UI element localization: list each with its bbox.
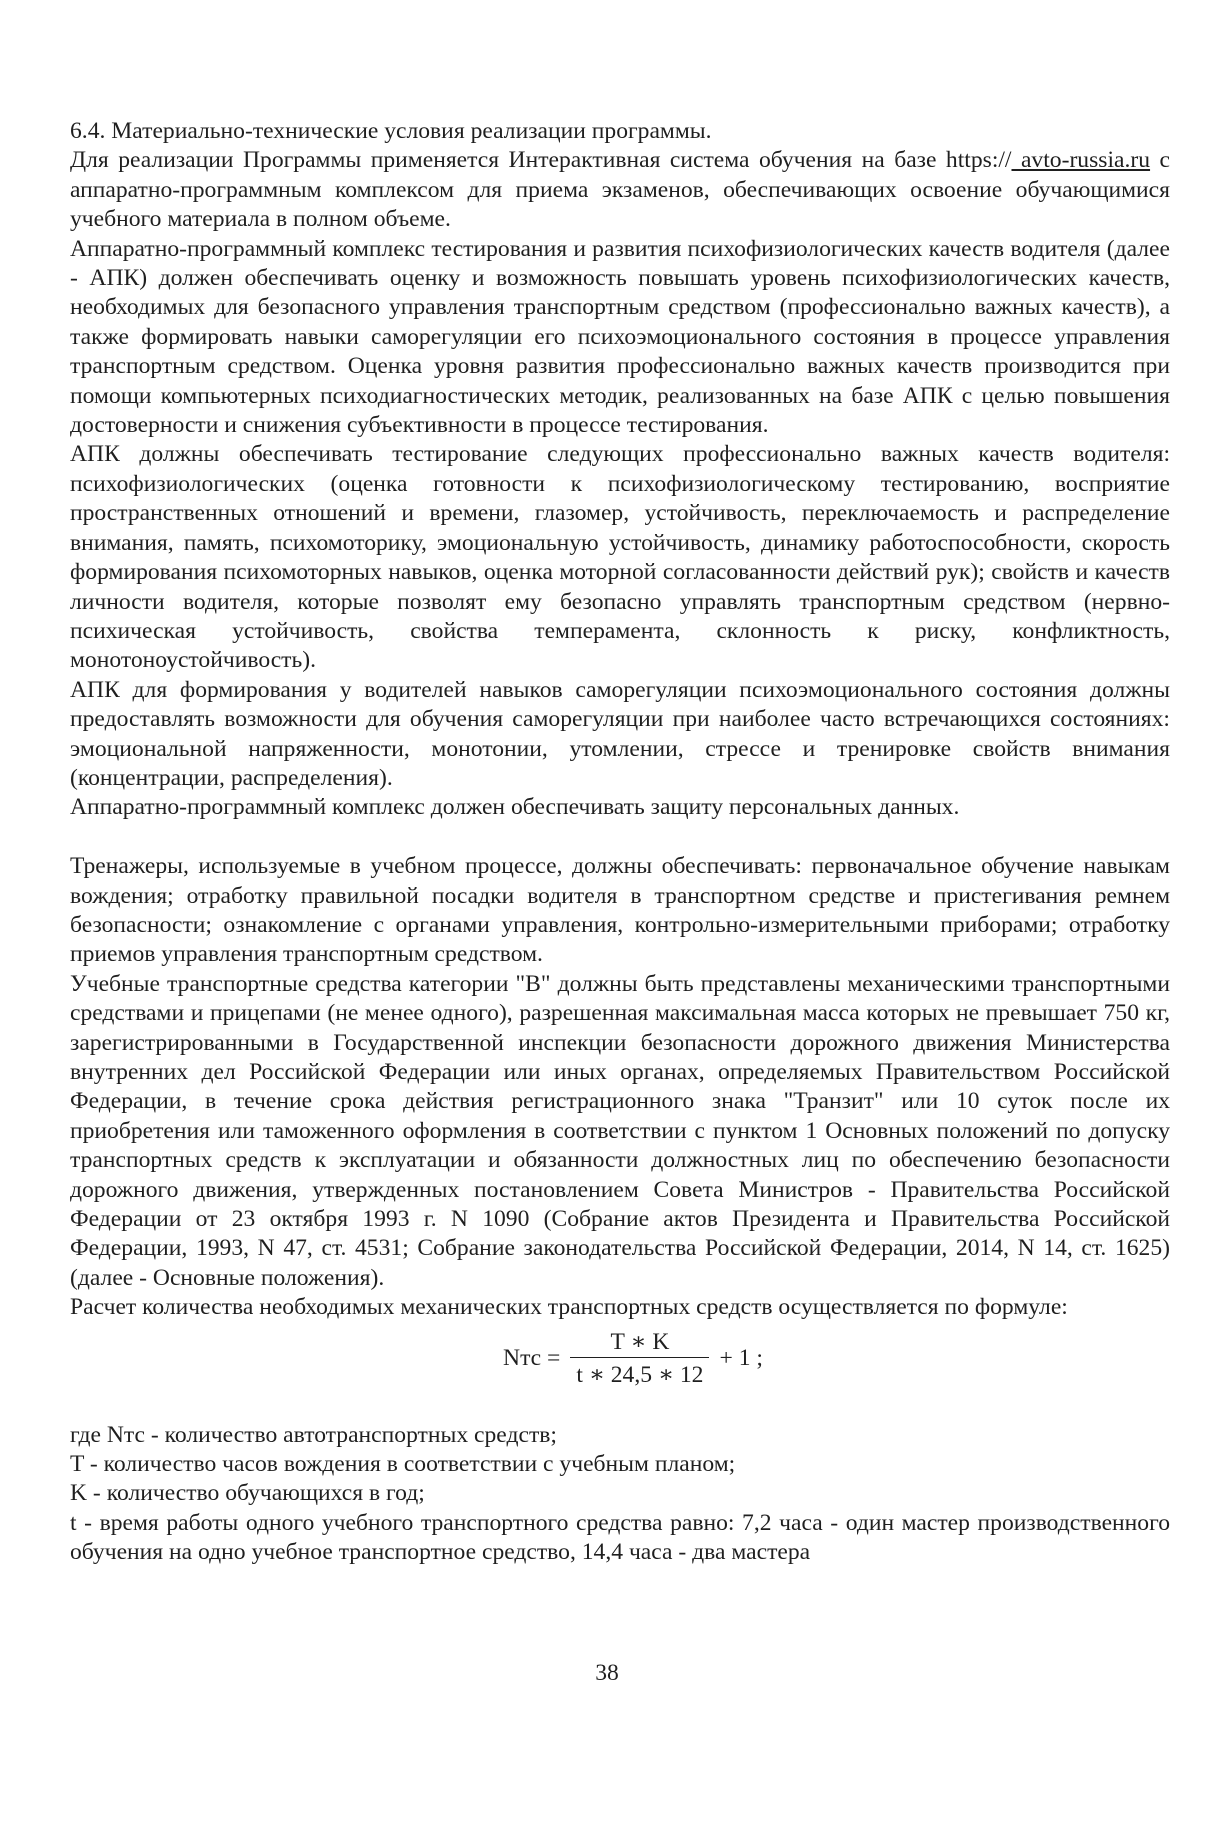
definition-t-work-time: t - время работы одного учебного транспортного средства равно: 7,2 часа - один мастер производственного обучения на одно учебное транспортное средство, 14,4 часа - два мастера bbox=[70, 1509, 1170, 1566]
paragraph-data-protection: Аппаратно-программный комплекс должен обеспечивать защиту персональных данных. bbox=[70, 794, 960, 821]
paragraph-apk-testing: АПК должны обеспечивать тестирование следующих профессионально важных качеств водителя: психофизиологических (оценка готовности к психофизиологическому тестированию, восприятие пространственных отношений и времени, глазомер, устойчивость, переключаемость и распределение внимания, память, психомоторику, эмоциональную устойчивость, динамику работоспособности, скорость формирования психомоторных навыков, оценка моторной согласованности действий рук); свойств и качеств личности водителя, которые позволят ему безопасно управлять транспортным средством (нервно-психическая устойчивость, свойства темперамента, склонность к риску, конфликтность, монотоноустойчивость). bbox=[70, 441, 1170, 674]
avto-russia-link[interactable]: avto-russia.ru bbox=[1011, 147, 1151, 174]
document-body bbox=[70, 117, 1170, 1568]
formula-rhs: + 1 ; bbox=[719, 1344, 763, 1371]
paragraph-apk-description: Аппаратно-программный комплекс тестирования и развития психофизиологических качеств водителя (далее - АПК) должен обеспечивать оценку и возможность повышать уровень психофизиологических качеств, необходимых для безопасного управления транспортным средством (профессионально важных качеств), а также формировать навыки саморегуляции его психоэмоционального состояния в процессе управления транспортным средством. Оценка уровня развития профессионально важных качеств производится при помощи компьютерных психодиагностических методик, реализованных на базе АПК с целью повышения достоверности и снижения субъективности в процессе тестирования. bbox=[70, 235, 1170, 439]
paragraph-spacer bbox=[70, 823, 1170, 852]
p1-text-before-link: Для реализации Программы применяется Интерактивная система обучения на базе https:// bbox=[70, 147, 1012, 174]
paragraph-interactive-system bbox=[70, 146, 1170, 234]
definition-t-hours: T - количество часов вождения в соответствии с учебным планом; bbox=[70, 1451, 736, 1478]
paragraph-training-vehicles: Учебные транспортные средства категории "B" должны быть представлены механическими транспортными средствами и прицепами (не менее одного), разрешенная максимальная масса которых не превышает 750 кг, зарегистрированными в Государственной инспекции безопасности дорожного движения Министерства внутренних дел Российской Федерации или иных органах, определяемых Правительством Российской Федерации, в течение срока действия регистрационного знака "Транзит" или 10 суток после их приобретения или таможенного оформления в соответствии с пунктом 1 Основных положений по допуску транспортных средств к эксплуатации и обязанности должностных лиц по обеспечению безопасности дорожного движения, утвержденных постановлением Совета Министров - Правительства Российской Федерации от 23 октября 1993 г. N 1090 (Собрание актов Президента и Правительства Российской Федерации, 1993, N 47, ст. 4531; Собрание законодательства Российской Федерации, 2014, N 14, ст. 1625) (далее - Основные положения). bbox=[70, 970, 1170, 1291]
paragraph-apk-self-regulation: АПК для формирования у водителей навыков саморегуляции психоэмоционального состояния должны предоставлять возможности для обучения саморегуляции при наиболее часто встречающихся состояниях: эмоциональной напряженности, монотонии, утомлении, стрессе и тренировке свойств внимания (концентрации, распределения). bbox=[70, 676, 1170, 791]
formula-lhs: Nтс = bbox=[503, 1344, 561, 1371]
paragraph-formula-intro: Расчет количества необходимых механических транспортных средств осуществляется по формуле: bbox=[70, 1294, 1068, 1321]
formula-numerator: T ∗ K bbox=[610, 1329, 670, 1356]
definition-k-students: K - количество обучающихся в год; bbox=[70, 1480, 425, 1507]
page-number: 38 bbox=[595, 1660, 619, 1686]
p1-text-after-link: с аппаратно-программным комплексом для приема экзаменов, обеспечивающих освоение обучающимися учебного материала в полном объеме. bbox=[70, 147, 1170, 233]
formula-denominator: t ∗ 24,5 ∗ 12 bbox=[570, 1357, 709, 1390]
paragraph-simulators: Тренажеры, используемые в учебном процессе, должны обеспечивать: первоначальное обучение навыкам вождения; отработку правильной посадки водителя в транспортном средстве и пристегивания ремнем безопасности; ознакомление с органами управления, контрольно-измерительными приборами; отработку приемов управления транспортным средством. bbox=[70, 853, 1170, 968]
section-heading: 6.4. Материально-технические условия реализации программы. bbox=[70, 118, 712, 144]
vehicle-count-formula bbox=[70, 1323, 1170, 1395]
definition-ntc: где Nтс - количество автотранспортных средств; bbox=[70, 1421, 557, 1448]
formula-fraction bbox=[568, 1327, 711, 1390]
